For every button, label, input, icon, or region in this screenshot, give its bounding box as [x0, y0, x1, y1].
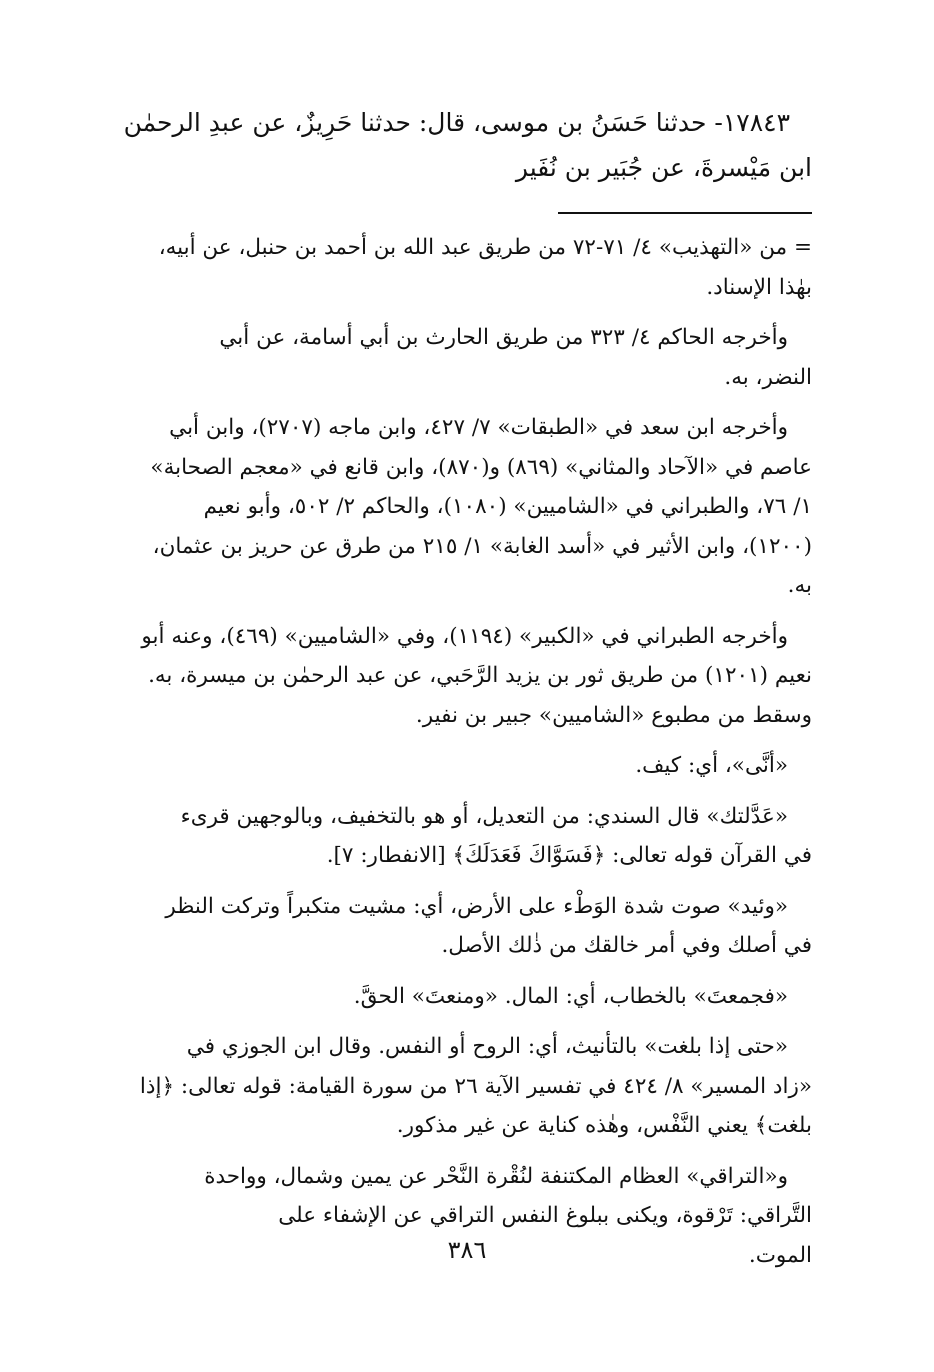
- footnote-line: في القرآن قوله تعالى: ﴿فَسَوَّاكَ فَعَدَلَكَ﴾ [الانفطار: ٧].: [326, 843, 812, 868]
- footnote-line: و«التراقي» العظام المكتنفة لنُقْرة النَّحْر عن يمين وشمال، وواحدة: [204, 1163, 788, 1189]
- footnote-paragraph: [100, 408, 812, 606]
- footnote-line: عاصم في «الآحاد والمثاني» (٨٦٩) و(٨٧٠)، وابن قانع في «معجم الصحابة»: [150, 454, 812, 480]
- footnote-line: نعيم (١٢٠١) من طريق ثور بن يزيد الرَّحَبي، عن عبد الرحمٰن بن ميسرة، به.: [148, 663, 812, 688]
- footnote-line: «زاد المسير» ٨/ ٤٢٤ في تفسير الآية ٢٦ من سورة القيامة: قوله تعالى: ﴿إذا: [139, 1073, 812, 1099]
- footnote-line: به.: [787, 573, 812, 598]
- footnote-paragraph: [100, 887, 812, 966]
- footnote-paragraph: [100, 1027, 812, 1146]
- footnote-line: بهٰذا الإسناد.: [706, 274, 812, 300]
- footnote-line: «عَدَّلتك» قال السندي: من التعديل، أو هو بالتخفيف، وبالوجهين قرىء: [180, 803, 788, 829]
- footnote-line: «أنَّى»، أي: كيف.: [635, 753, 788, 778]
- footnote-separator: [558, 212, 812, 214]
- footnote-line: «حتى إذا بلغت» بالتأنيث، أي: الروح أو النفس. وقال ابن الجوزي في: [186, 1034, 788, 1059]
- hadith-text: [100, 100, 812, 190]
- footnote-line: وأخرجه الطبراني في «الكبير» (١١٩٤)، وفي «الشاميين» (٤٦٩)، وعنه أبو: [141, 623, 788, 649]
- footnote-paragraph: [100, 797, 812, 876]
- footnote-paragraph: [100, 977, 812, 1017]
- footnote-line: الموت.: [748, 1242, 812, 1268]
- footnote-line: = من «التهذيب» ٤/ ٧١-٧٢ من طريق عبد الله بن أحمد بن حنبل، عن أبيه،: [158, 235, 812, 260]
- footnote-paragraph: [100, 318, 812, 397]
- footnote-line: «وئيد» صوت شدة الوَطْء على الأرض، أي: مشيت متكبراً وتركت النظر: [165, 893, 788, 919]
- footnotes: [100, 228, 812, 1275]
- footnote-paragraph: [100, 617, 812, 736]
- page-body: [100, 100, 812, 1286]
- footnote-line: وسقط من مطبوع «الشاميين» جبير بن نفير.: [415, 702, 812, 728]
- footnote-line: التَّراقي: تَرْقوة، ويكنى ببلوغ النفس التراقي عن الإشفاء على: [278, 1203, 812, 1228]
- footnote-line: (١٢٠٠)، وابن الأثير في «أسد الغابة» ١/ ٢١٥ من طرق عن حريز بن عثمان،: [152, 533, 812, 559]
- footnote-paragraph: [100, 228, 812, 307]
- footnote-line: ١/ ٧٦، والطبراني في «الشاميين» (١٠٨٠)، والحاكم ٢/ ٥٠٢، وأبو نعيم: [203, 494, 812, 519]
- footnote-paragraph: [100, 746, 812, 786]
- footnote-line: وأخرجه ابن سعد في «الطبقات» ٧/ ٤٢٧، وابن ماجه (٢٧٠٧)، وابن أبي: [169, 415, 788, 440]
- footnote-line: النضر، به.: [724, 364, 812, 390]
- hadith-line-2: ابن مَيْسرةَ، عن جُبَير بن نُفَير: [515, 153, 812, 182]
- hadith-line-1: ١٧٨٤٣- حدثنا حَسَنُ بن موسى، قال: حدثنا حَرِيزٌ، عن عبدِ الرحمٰن: [123, 108, 790, 137]
- footnote-line: في أصلك وفي أمر خالقك من ذٰلك الأصل.: [441, 933, 812, 958]
- footnote-line: بلغت﴾ يعني النَّفْس، وهٰذه كناية عن غير مذكور.: [396, 1113, 812, 1138]
- page-number: ٣٨٦: [447, 1236, 487, 1264]
- footnote-line: وأخرجه الحاكم ٤/ ٣٢٣ من طريق الحارث بن أبي أسامة، عن أبي: [219, 325, 788, 350]
- footnote-line: «فجمعتَ» بالخطاب، أي: المال. «ومنعتَ» الحقَّ.: [353, 983, 788, 1009]
